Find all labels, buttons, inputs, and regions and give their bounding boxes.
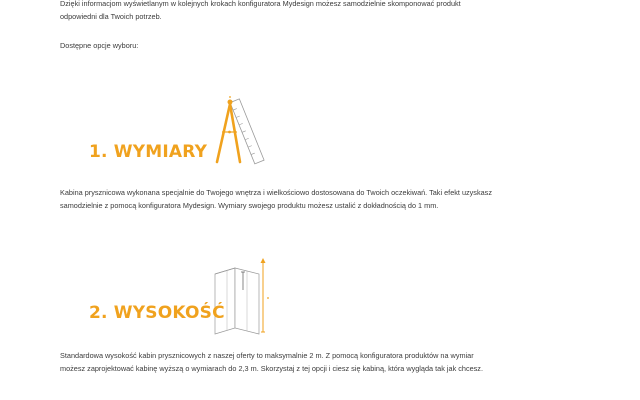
compass-ruler-icon — [200, 96, 270, 166]
intro-line-1: Dzięki informacjom wyświetlanym w kolejnych krokach konfiguratora Mydesign możesz samodzielnie skomponować produkt — [60, 0, 461, 8]
height-line-2: możesz zaprojektować kabinę wyższą o wymiarach do 2,3 m. Skorzystaj z tej opcji i ciesz się kabiną, która wygląda tak jak chcesz. — [60, 364, 483, 373]
dimensions-line-2: samodzielnie z pomocą konfiguratora Mydesign. Wymiary swojego produktu możesz ustalić z dokładnością do 1 mm. — [60, 201, 439, 210]
intro-line-2: odpowiedni dla Twoich potrzeb. — [60, 12, 162, 21]
height-line-1: Standardowa wysokość kabin prysznicowych z naszej oferty to maksymalnie 2 m. Z pomocą konfiguratora produktów na wymiar — [60, 351, 474, 360]
intro-paragraph — [60, 0, 560, 23]
height-paragraph — [60, 349, 580, 375]
section-heading-height: 2. WYSOKOŚĆ — [89, 303, 225, 323]
shower-cabin-height-icon — [205, 256, 275, 338]
options-label: Dostępne opcje wyboru: — [60, 41, 139, 50]
section-heading-dimensions: 1. WYMIARY — [89, 142, 208, 162]
dimensions-paragraph — [60, 186, 580, 212]
dimensions-line-1: Kabina prysznicowa wykonana specjalnie do Twojego wnętrza i wielkościowo dostosowana do Twoich oczekiwań. Taki efekt uzyskasz — [60, 188, 492, 197]
